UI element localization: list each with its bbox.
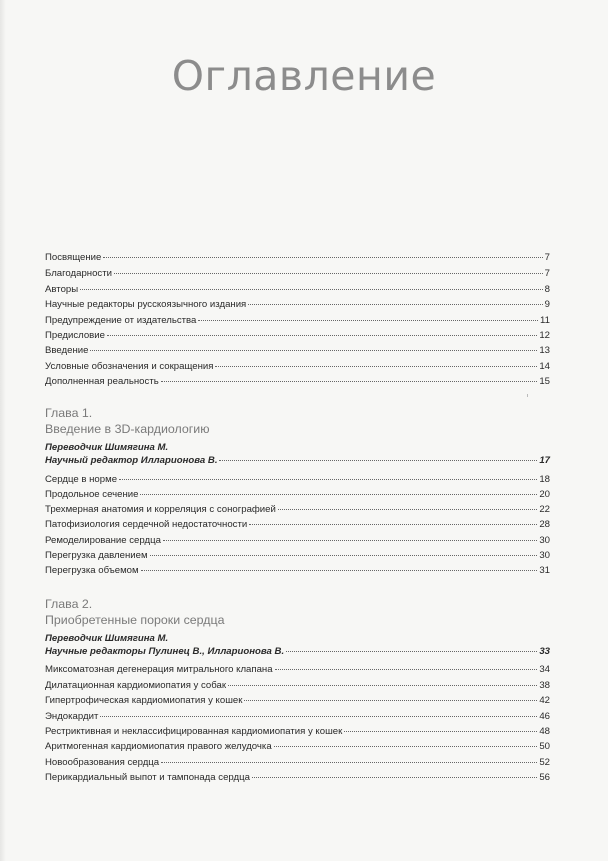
toc-entry-page: 20: [539, 489, 550, 500]
dot-leader: [215, 366, 537, 367]
toc-entry-page: 42: [539, 695, 550, 706]
dot-leader: [161, 762, 537, 763]
dot-leader: [107, 335, 537, 336]
toc-entry-label: Перегрузка объемом: [45, 565, 139, 576]
page-binding-shadow: [0, 0, 6, 861]
toc-entry-page: 31: [539, 565, 550, 576]
chapter-number: Глава 2.: [45, 597, 93, 611]
dot-leader: [252, 777, 537, 778]
dot-leader: [161, 381, 538, 382]
toc-entry[interactable]: [45, 565, 550, 577]
toc-entry[interactable]: [45, 550, 550, 562]
toc-entry-page: 52: [539, 757, 550, 768]
toc-entry[interactable]: [45, 519, 550, 531]
toc-entry-label: Предупреждение от издательства: [45, 315, 197, 326]
toc-entry-page: 50: [539, 741, 550, 752]
toc-entry[interactable]: [45, 474, 550, 486]
dot-leader: [140, 494, 537, 495]
dot-leader: [244, 700, 537, 701]
toc-entry-label: Гипертрофическая кардиомиопатия у кошек: [45, 695, 243, 706]
toc-entry-label: Рестриктивная и неклассифицированная кардиомиопатия у кошек: [45, 726, 343, 737]
toc-entry[interactable]: [45, 268, 550, 280]
dot-leader: [278, 509, 537, 510]
toc-entry[interactable]: [45, 695, 550, 707]
toc-entry-label: Научные редакторы Пулинец В., Илларионова В.: [45, 646, 285, 657]
dot-leader: [274, 746, 538, 747]
toc-entry[interactable]: [45, 504, 550, 516]
dot-leader: [275, 669, 538, 670]
toc-entry-label: Эндокардит: [45, 711, 99, 722]
toc-entry-label: Ремоделирование сердца: [45, 535, 161, 546]
toc-entry-page: 7: [544, 268, 550, 279]
toc-entry-page: 22: [539, 504, 550, 515]
toc-entry[interactable]: [45, 726, 550, 738]
dot-leader: [248, 304, 542, 305]
toc-entry-label: Авторы: [45, 284, 79, 295]
dot-leader: [344, 731, 537, 732]
toc-entry-label: Перегрузка давлением: [45, 550, 148, 561]
page-title: Оглавление: [171, 52, 437, 100]
toc-entry[interactable]: [45, 680, 550, 692]
chapter-number: Глава 1.: [45, 406, 93, 420]
dot-leader: [100, 716, 537, 717]
dot-leader: [198, 320, 538, 321]
toc-entry[interactable]: [45, 772, 550, 784]
toc-entry-label: Посвящение: [45, 252, 102, 263]
toc-entry-label: Продольное сечение: [45, 489, 139, 500]
dot-leader: [103, 257, 542, 258]
toc-entry-label: Аритмогенная кардиомиопатия правого желудочка: [45, 741, 272, 752]
toc-entry-label: Дополненная реальность: [45, 376, 159, 387]
toc-entry-page: 15: [539, 376, 550, 387]
toc-entry[interactable]: [45, 376, 550, 388]
toc-entry-label: Условные обозначения и сокращения: [45, 361, 214, 372]
toc-entry-page: 30: [539, 550, 550, 561]
toc-entry-label: Дилатационная кардиомиопатия у собак: [45, 680, 227, 691]
toc-entry[interactable]: [45, 361, 550, 373]
toc-entry[interactable]: [45, 757, 550, 769]
toc-entry-page: 34: [539, 664, 550, 675]
toc-entry-label: Патофизиология сердечной недостаточности: [45, 519, 248, 530]
chapter-title[interactable]: Введение в 3D-кардиологию: [45, 422, 210, 436]
toc-entry-label: Научный редактор Илларионова В.: [45, 455, 218, 466]
toc-entry-page: 28: [539, 519, 550, 530]
chapter-translator: Переводчик Шимягина М.: [45, 633, 169, 644]
toc-entry-page: 17: [539, 455, 550, 466]
toc-entry[interactable]: [45, 741, 550, 753]
toc-entry-label: Миксоматозная дегенерация митрального клапана: [45, 664, 273, 675]
dot-leader: [80, 289, 543, 290]
toc-entry[interactable]: [45, 284, 550, 296]
dot-leader: [141, 570, 538, 571]
toc-entry[interactable]: [45, 330, 550, 342]
dot-leader: [114, 273, 543, 274]
toc-entry-page: 33: [539, 646, 550, 657]
toc-entry-page: 56: [539, 772, 550, 783]
toc-entry-label: Введение: [45, 345, 89, 356]
dot-leader: [90, 350, 537, 351]
toc-entry-page: 30: [539, 535, 550, 546]
chapter-translator: Переводчик Шимягина М.: [45, 442, 169, 453]
toc-entry[interactable]: [45, 252, 550, 264]
edge-mark: [527, 394, 528, 397]
toc-entry-label: Новообразования сердца: [45, 757, 160, 768]
dot-leader: [286, 651, 537, 652]
toc-entry-label: Сердце в норме: [45, 474, 118, 485]
toc-entry-label: Трехмерная анатомия и корреляция с сонографией: [45, 504, 276, 515]
toc-entry[interactable]: [45, 711, 550, 723]
toc-entry-page: 18: [539, 474, 550, 485]
toc-entry-page: 12: [539, 330, 550, 341]
toc-entry[interactable]: [45, 315, 550, 327]
toc-entry-page: 38: [539, 680, 550, 691]
toc-entry-page: 7: [544, 252, 550, 263]
chapter-title[interactable]: Приобретенные пороки сердца: [45, 613, 225, 627]
toc-entry-page: 9: [544, 299, 550, 310]
toc-entry-label: Предисловие: [45, 330, 105, 341]
dot-leader: [228, 685, 537, 686]
toc-entry-label: Благодарности: [45, 268, 112, 279]
toc-entry-page: 14: [539, 361, 550, 372]
toc-entry[interactable]: [45, 489, 550, 501]
toc-entry[interactable]: [45, 299, 550, 311]
chapter-editor-entry[interactable]: [45, 455, 550, 467]
toc-entry-label: Перикардиальный выпот и тампонада сердца: [45, 772, 250, 783]
toc-entry[interactable]: [45, 664, 550, 676]
toc-entry[interactable]: [45, 535, 550, 547]
toc-entry-label: Научные редакторы русскоязычного издания: [45, 299, 247, 310]
dot-leader: [150, 555, 538, 556]
toc-entry-page: 46: [539, 711, 550, 722]
toc-entry-page: 11: [540, 315, 550, 326]
toc-entry-page: 8: [544, 284, 550, 295]
dot-leader: [119, 479, 537, 480]
dot-leader: [249, 524, 537, 525]
dot-leader: [219, 460, 537, 461]
toc-entry[interactable]: [45, 345, 550, 357]
toc-entry-page: 48: [539, 726, 550, 737]
toc-entry-page: 13: [539, 345, 550, 356]
chapter-editor-entry[interactable]: [45, 646, 550, 658]
dot-leader: [163, 540, 537, 541]
